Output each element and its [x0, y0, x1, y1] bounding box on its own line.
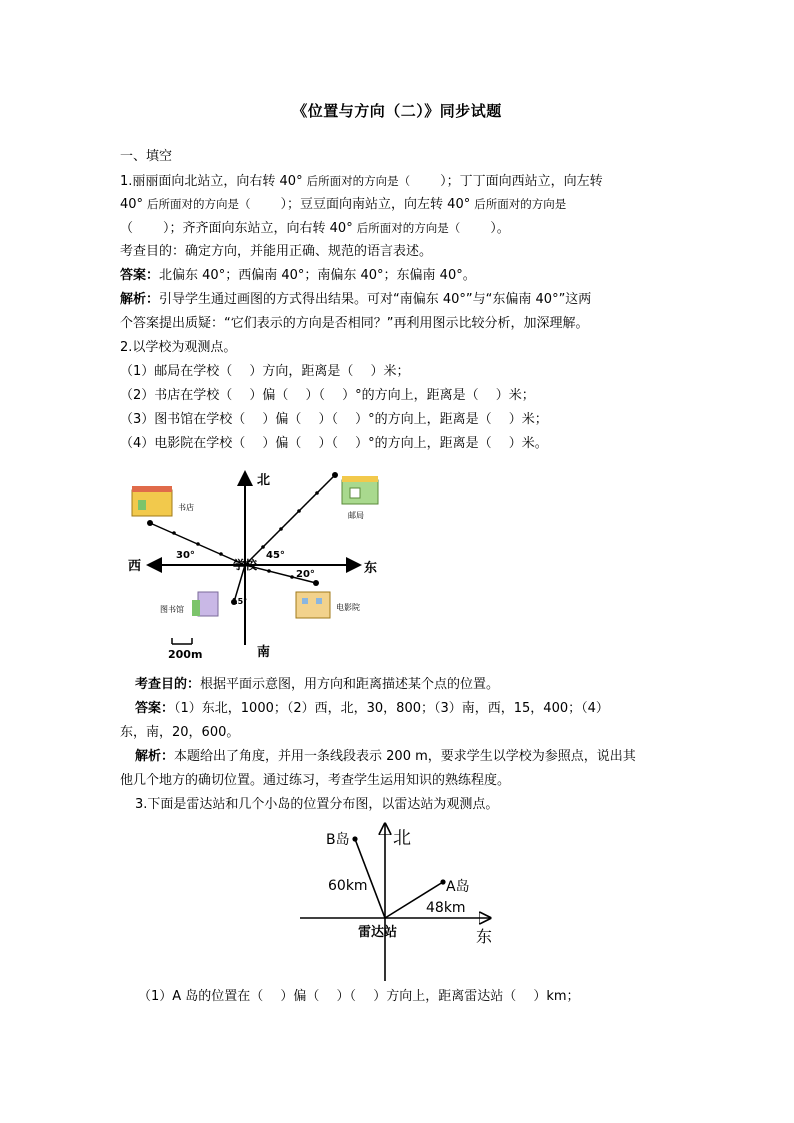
- scale-bar: [172, 638, 192, 644]
- q1-text: 后所面对的方向是（: [356, 221, 461, 235]
- q2-stem: 2.以学校为观测点。: [120, 340, 237, 355]
- q1-text: 40°: [120, 197, 144, 212]
- post-office-point: [332, 472, 338, 478]
- q1-text: ）。: [490, 221, 510, 236]
- section-heading: 一、填空: [120, 149, 173, 164]
- radar-north-label: 北: [393, 828, 411, 849]
- radar-east-label: 东: [476, 927, 493, 946]
- q2-analysis-cont: 他几个地方的确切位置。通过练习，考查学生运用知识的熟练程度。: [120, 773, 511, 788]
- south-label: 南: [257, 645, 271, 660]
- q1-text: ）；齐齐面向东站立，向右转 40°: [163, 221, 353, 236]
- ray-post-office: [245, 475, 335, 565]
- library-icon: [192, 592, 218, 616]
- bookstore-icon: [132, 486, 172, 516]
- q2-answer: [135, 700, 609, 718]
- angle-label: 30°: [176, 550, 195, 561]
- island-a-distance: 48km: [426, 900, 466, 916]
- cinema-icon: [296, 592, 330, 618]
- q2-item: （4）电影院在学校（ ）偏（ ）（ ）°的方向上，距离是（ ）米。: [120, 436, 548, 451]
- q1-answer: [120, 267, 476, 285]
- q1-analysis-cont: 个答案提出质疑：“它们表示的方向是否相同？”再利用图示比较分析，加深理解。: [120, 316, 589, 331]
- label: 答案：: [120, 268, 160, 283]
- radar-map: [290, 818, 510, 988]
- cinema-point: [313, 580, 319, 586]
- library-label: 图书馆: [160, 605, 184, 614]
- text: 本题给出了角度，并用一条线段表示 200 m，要求学生以学校为参照点，说出其: [174, 749, 636, 764]
- angle-label: 20°: [296, 569, 315, 580]
- q2-item: （2）书店在学校（ ）偏（ ）（ ）°的方向上，距离是（ ）米；: [120, 388, 535, 403]
- island-b-point: [352, 836, 357, 841]
- q1-line1: [120, 172, 603, 191]
- q1-text: 后所面对的方向是（: [306, 174, 411, 188]
- q1-text: 后所面对的方向是（: [147, 197, 251, 211]
- q1-line3: [120, 219, 510, 238]
- north-label: 北: [257, 473, 271, 488]
- east-label: 东: [364, 561, 378, 576]
- q2-item: （3）图书馆在学校（ ）偏（ ）（ ）°的方向上，距离是（ ）米；: [120, 412, 548, 427]
- center-label: 学校: [233, 558, 258, 572]
- q1-purpose: [120, 243, 432, 261]
- q1-text: ）；丁丁面向西站立，向左转: [440, 174, 603, 189]
- q1-text: 后所面对的方向是: [474, 197, 567, 211]
- page-title: 《位置与方向（二）》同步试题: [292, 102, 502, 120]
- island-a-point: [440, 879, 445, 884]
- q3-stem: 3.下面是雷达站和几个小岛的位置分布图，以雷达站为观测点。: [135, 797, 499, 812]
- text: 确定方向，并能用正确、规范的语言表述。: [185, 244, 433, 259]
- scale-label: 200m: [168, 648, 203, 661]
- post-office-icon: [342, 476, 378, 504]
- west-label: 西: [128, 559, 142, 574]
- island-b-label: B岛: [326, 832, 350, 848]
- label: 考查目的：: [135, 677, 201, 692]
- text: 北偏东 40°；西偏南 40°；南偏东 40°；东偏南 40°。: [159, 268, 476, 283]
- text: （1）东北，1000；（2）西，北，30，800；（3）南，西，15，400；（4）: [174, 701, 609, 716]
- angle-label: 45°: [266, 550, 285, 561]
- angle-label: 15°: [232, 597, 248, 606]
- q1-text: ）；豆豆面向南站立，向左转 40°: [280, 197, 471, 212]
- label: 解析：: [135, 749, 175, 764]
- q2-purpose: [135, 676, 499, 694]
- q1-analysis: [120, 291, 591, 309]
- school-position-map: [120, 460, 400, 665]
- label: 解析：: [120, 292, 160, 307]
- q2-item: （1）邮局在学校（ ）方向，距离是（ ）米；: [120, 364, 410, 379]
- bookstore-point: [147, 520, 153, 526]
- bookstore-label: 书店: [178, 503, 194, 512]
- post-office-label: 邮局: [348, 511, 364, 520]
- radar-center-label: 雷达站: [358, 925, 398, 940]
- island-b-distance: 60km: [328, 878, 368, 894]
- text: 根据平面示意图，用方向和距离描述某个点的位置。: [200, 677, 500, 692]
- island-a-label: A岛: [446, 879, 470, 895]
- label: 答案：: [135, 701, 175, 716]
- label: 考查目的：: [120, 244, 186, 259]
- q1-text: （: [120, 221, 134, 236]
- q1-line2: [120, 195, 566, 214]
- q3-item: （1）A 岛的位置在（ ）偏（ ）（ ）方向上，距离雷达站（ ）km；: [138, 989, 580, 1004]
- q2-answer-cont: 东，南，20，600。: [120, 725, 240, 740]
- text: 引导学生通过画图的方式得出结果。可对“南偏东 40°”与“东偏南 40°”这两: [159, 292, 592, 307]
- cinema-label: 电影院: [336, 603, 360, 612]
- q2-analysis: [135, 748, 636, 766]
- q1-text: 1.丽丽面向北站立，向右转 40°: [120, 174, 303, 189]
